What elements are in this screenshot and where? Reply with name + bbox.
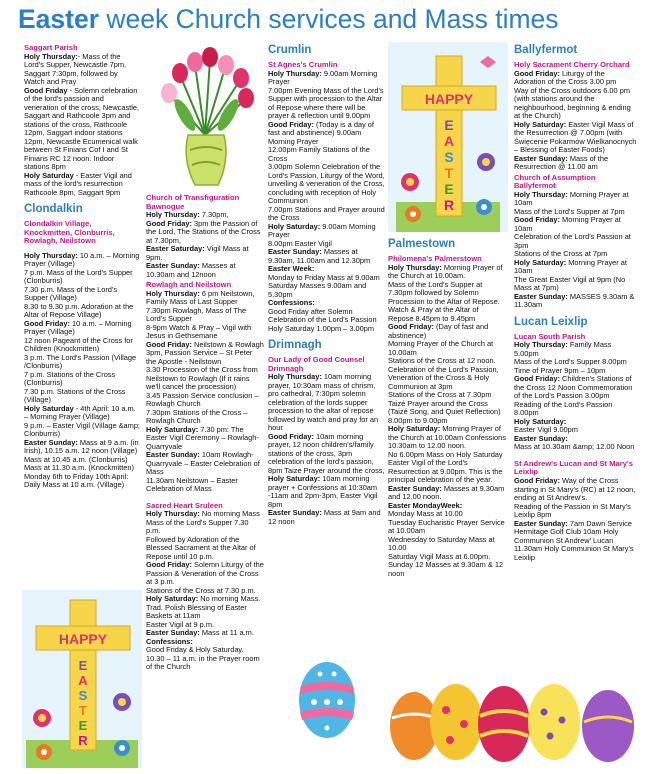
schedule-text: 7.30 p.m. Mass of the Lord's Supper (Village) <box>24 284 118 303</box>
schedule-line <box>388 485 506 502</box>
column-2 <box>146 192 264 672</box>
schedule-line <box>268 87 386 121</box>
schedule-text: Trad. Polish Blessing of Easter Baskets at 11am <box>146 602 247 621</box>
schedule-line <box>146 366 264 392</box>
day-label: Easter MondayWeek: <box>388 500 463 510</box>
schedule-text: Monday to Friday Mass at 9.00am <box>268 272 380 282</box>
day-label: Good Friday: <box>514 215 560 225</box>
day-label: Holy Thursday: <box>24 250 78 260</box>
schedule-line <box>514 70 638 87</box>
day-label: Holy Thursday: <box>388 262 442 272</box>
schedule-line <box>514 87 638 121</box>
day-label: Easter Sunday: <box>268 508 322 518</box>
day-label: Holy Saturday: <box>514 416 567 426</box>
schedule-text: No morning Mass <box>199 509 260 519</box>
schedule-line <box>514 259 638 276</box>
section-heading: Drimnagh <box>268 339 322 352</box>
schedule-line <box>268 308 386 325</box>
schedule-line <box>146 646 264 672</box>
svg-text:E: E <box>78 718 88 733</box>
parish-name: Church of Transfiguration Bawnogue <box>146 193 240 211</box>
schedule-text: 3.45 Passion Service conclusion – Rowlagh Church <box>146 390 259 409</box>
day-label: Easter Saturday: <box>146 244 205 254</box>
parish-name: Church of Assumption Ballyfermot <box>514 172 596 191</box>
schedule-text: Wednesday to Saturday Mass at 10.00 <box>388 534 495 553</box>
schedule-text: 10am morning prayer, 12 noon children's/family stations of the cross, 3pm celebration of the lord's passion, 8pm Taize Prayer around the cross, <box>268 431 385 475</box>
schedule-line <box>146 561 264 587</box>
schedule-text: Celebration of the Lord's Passion, Veneration of the Cross & Holy Communion at 3pm <box>388 364 499 391</box>
cross-happy-text-top: HAPPY <box>424 91 474 107</box>
svg-text:T: T <box>444 165 454 181</box>
schedule-line <box>146 536 264 562</box>
schedule-text: Morning Prayer at 10am <box>514 215 621 233</box>
schedule-text: Followed by Adoration of the Blessed Sacrament at the Altar of Repose until 10 p.m. <box>146 534 256 561</box>
day-label: Holy Thursday: <box>146 509 200 519</box>
schedule-line <box>24 320 140 337</box>
schedule-text: 3pm the Passion of the Lord, The Stations of the Cross at 7.30pm, <box>146 218 261 245</box>
svg-text:E: E <box>78 658 88 673</box>
day-label: Holy Thursday: <box>268 372 322 382</box>
schedule-line <box>268 325 386 334</box>
schedule-text: Monday 6th to Friday 10th April: Daily Mass at 10 a.m. (Village) <box>24 471 129 490</box>
schedule-line <box>514 375 638 401</box>
day-label: Good Friday: <box>24 318 70 328</box>
schedule-text: Morning Prayer of the Church at 10.00am Confessions 10.30am to 12.00 noon. <box>388 424 506 451</box>
parish-name: St Andrew's Lucan and St Mary's Leixlip <box>514 458 633 477</box>
schedule-text: 7.00pm Stations and Prayer around the Cross <box>268 204 385 223</box>
schedule-text: 8.00pm Easter Vigil <box>268 238 332 248</box>
schedule-text: Liturgy of the Adoration of the Cross 3.00 pm <box>514 68 617 87</box>
schedule-line <box>24 439 140 456</box>
schedule-text: Easter Vigil Mass of the Resurrection @ 7.00pm (with Święcenie Pokarmów Wielkanocnych – Blessing of Easter Foods) <box>514 119 637 155</box>
schedule-text: (Day of fast and abstinence) <box>388 322 489 340</box>
schedule-text: Solemn Liturgy of the Passion & Veneration of the Cross at 3 p.m. <box>146 560 264 587</box>
schedule-text: 7.30pm Rowlagh, Mass of The Lord's Supper <box>146 305 247 324</box>
schedule-line <box>388 366 506 392</box>
schedule-text: 3.00pm Solemn Celebration of the Lord's Passion, Liturgy of the Word, unveiling & veneration of the Cross, concluding with reception of Holy Communion <box>268 162 385 206</box>
schedule-line <box>514 520 638 546</box>
day-label: Holy Thursday: <box>514 189 568 199</box>
title-rest: week Church services and Mass times <box>99 4 559 34</box>
schedule-line <box>268 223 386 240</box>
schedule-line <box>146 477 264 494</box>
schedule-text: Saturday Vigil Mass at 6.00pm. <box>388 551 491 561</box>
column-3 <box>268 38 386 526</box>
day-label: Easter Sunday: <box>24 437 78 447</box>
schedule-text: Good Friday after Solemn Celebration of the Lord's Passion <box>268 306 377 325</box>
schedule-line <box>146 426 264 452</box>
schedule-text: No 6.00pm Mass on Holy Saturday Easter Vigil of the Lord's Resurrection at 9.00pm. This is the principal celebration of the year. <box>388 449 503 485</box>
schedule-line <box>24 87 140 172</box>
schedule-line <box>388 340 506 357</box>
day-label: Holy Saturday <box>24 170 74 180</box>
schedule-line <box>24 53 140 87</box>
schedule-text: 3 p.m. The Lord's Passion (Village /Clonburris) <box>24 352 137 371</box>
schedule-text: Mass at 9am and 12 noon <box>268 508 381 526</box>
schedule-text: Tuesday Eucharistic Prayer Service at 10.00am <box>388 517 505 536</box>
day-label: Holy Thursday: <box>24 51 78 61</box>
easter-eggs-row-illustration <box>386 660 644 768</box>
parish-name: Holy Sacrament Cherry Orchard <box>514 60 630 69</box>
day-label: Easter Sunday: <box>514 153 568 163</box>
day-label: Easter Sunday: <box>514 433 568 443</box>
schedule-line <box>146 307 264 324</box>
schedule-text: Time of Prayer 9pm – 10pm <box>514 365 606 375</box>
schedule-text: 7.30 p.m. Stations of the Cross (Village) <box>24 386 126 405</box>
schedule-text: MASSES 9.30am & 11.30am <box>514 291 635 310</box>
schedule-text: Family Mass 5.00pm <box>514 340 612 358</box>
column-1 <box>24 42 140 490</box>
schedule-text: Saturday Masses 9.00am and 5.30pm <box>268 281 367 299</box>
schedule-line <box>146 220 264 246</box>
schedule-text: 7 p.m. Stations of the Cross (Clonburris) <box>24 369 116 388</box>
section-heading: Palmestown <box>388 238 456 250</box>
day-label: Good Friday: <box>146 339 192 349</box>
schedule-line <box>514 477 638 503</box>
cross-happy-text-bottom: HAPPY <box>58 631 108 647</box>
schedule-text: (Today is a day of fast and abstinence) 9.00am Morning Prayer <box>268 119 374 146</box>
schedule-line <box>146 392 264 409</box>
schedule-text: Stations of the Cross at 7.30pm <box>388 390 492 400</box>
schedule-text: Celebration of the Lord's Passion at 3pm <box>514 232 631 250</box>
day-label: Holy Saturday: <box>146 424 199 434</box>
schedule-text: 8.30 to 9.30 p.m. Adoration at the Altar of Repose Village) <box>24 301 134 320</box>
day-label: Easter Sunday: <box>514 291 568 301</box>
schedule-text: Stations of the Cross at 12 noon. <box>388 356 496 366</box>
schedule-line <box>514 216 638 233</box>
schedule-text: Reading of the Lord's Passion 8.00pm <box>514 399 613 418</box>
schedule-text: Good Friday & Holy Saturday. 10.30 – 11 a.m. in the Prayer room of the Church <box>146 645 260 672</box>
schedule-text: 7.30 pm: The Easter Vigil Ceremony – Rowlagh-Quarryvale <box>146 424 259 451</box>
schedule-text: - 4th April: 10 a.m. – Morning Prayer (Village) <box>24 403 136 422</box>
schedule-line <box>24 252 140 269</box>
schedule-line <box>268 70 386 87</box>
schedule-text: 9.00am Morning Prayer <box>268 221 376 240</box>
schedule-text: 10 a.m. – Morning Prayer (Village) <box>24 250 140 269</box>
parish-name: Sacred Heart Sruleen <box>146 500 223 510</box>
schedule-text: No morning Mass. <box>198 594 261 604</box>
day-label: Confessions: <box>268 298 315 308</box>
schedule-text: Reading of the Passion in St Mary's Leixlip 8pm <box>514 501 631 520</box>
section-heading: Lucan Leixlip <box>514 315 588 328</box>
schedule-line <box>24 269 140 286</box>
schedule-line <box>24 371 140 388</box>
schedule-line <box>146 604 264 621</box>
schedule-line <box>268 475 386 509</box>
svg-text:S: S <box>78 688 88 703</box>
day-label: Holy Saturday: <box>146 594 199 604</box>
schedule-line <box>24 337 140 354</box>
schedule-text: 10 a.m. – Morning Prayer (Village) <box>24 318 132 337</box>
title-bold: Easter <box>18 4 100 34</box>
day-label: Easter Sunday: <box>514 518 568 528</box>
schedule-text: - Mass of the Lord's Supper, Newcastle 7pm, Saggart 7:30pm, followed by Watch and Pray <box>24 51 127 87</box>
schedule-text: Mass at 11.30 a.m. (Knockmitten) <box>24 463 134 473</box>
schedule-text: Taizé Prayer around the Cross (Taizé Song, and Quiet Reflection) 8.00pm to 9.00pm <box>388 398 501 425</box>
schedule-text: 7.30pm Stations of the Cross – Rowlagh Church <box>146 407 248 426</box>
schedule-text: Mass of the Lord's Supper at 7pm <box>514 206 625 216</box>
schedule-line <box>146 324 264 341</box>
schedule-text: Easter Vigil 9.00pm <box>514 425 578 435</box>
parish-name: Clondalkin Village, Knockmitten, Clonburris, Rowlagh, Neilstown <box>24 219 115 246</box>
schedule-text: Mass at 10.45 a.m. (Clonburris) <box>24 454 128 464</box>
day-label: Confessions: <box>146 636 193 646</box>
schedule-text: 11.30am Neilstown – Easter Celebration of Mass <box>146 475 238 494</box>
schedule-line <box>388 561 506 578</box>
day-label: Good Friday: <box>146 560 192 570</box>
schedule-text: 6 pm Neilstown, Family Mass of Last Supper <box>146 288 255 307</box>
schedule-line <box>24 286 140 303</box>
schedule-text: 12 noon Pageant of the Cross for Children (Knockmitten) <box>24 335 133 354</box>
schedule-text: Stations of the Cross at 7.30 p.m. <box>146 585 256 595</box>
schedule-text: Mass at 10.30am &amp; 12.00 Noon <box>514 442 635 452</box>
schedule-line <box>24 473 140 490</box>
schedule-line <box>388 400 506 426</box>
schedule-line <box>388 519 506 536</box>
schedule-line <box>388 264 506 281</box>
schedule-line <box>24 303 140 320</box>
schedule-line <box>24 422 140 439</box>
schedule-line <box>24 405 140 422</box>
day-label: Holy Saturday <box>24 403 74 413</box>
day-label: Holy Thursday: <box>146 210 200 220</box>
schedule-line <box>514 341 638 358</box>
day-label: Good Friday: <box>514 476 560 486</box>
section-heading: Clondalkin <box>24 203 83 216</box>
svg-text:R: R <box>443 197 455 213</box>
schedule-line <box>514 121 638 155</box>
schedule-text: - Easter Vigil and mass of the lord's resurrection Rathcoole 8pm, Saggart 9pm <box>24 170 132 197</box>
schedule-text: 7am Dawn Service Hermitage Golf Club 10am Holy Communion St Andrew' Lucan <box>514 518 632 545</box>
parish-name: Saggart Parish <box>24 43 78 52</box>
spacer <box>514 452 638 458</box>
parish-name: Philomena's Palmerstown <box>388 254 482 263</box>
day-label: Holy Saturday: <box>514 257 567 267</box>
section-heading: Ballyfermot <box>514 44 578 56</box>
day-label: Good Friday: <box>388 322 434 332</box>
schedule-text: Morning Prayer at 10am <box>514 189 629 208</box>
schedule-line <box>514 401 638 418</box>
tulip-vase-illustration <box>150 40 260 190</box>
day-label: Easter Sunday: <box>146 628 200 638</box>
schedule-text: Morning Prayer at 10am <box>514 257 627 276</box>
day-label: Good Friday: <box>146 218 192 228</box>
schedule-line <box>268 373 386 433</box>
schedule-text: Way of the Cross starting in St Mary's (RC) at 12 noon, ending at St Andrew's. <box>514 476 636 503</box>
schedule-line <box>268 282 386 299</box>
parish-name: Our Lady of Good Counsel Drimnagh <box>268 355 365 373</box>
schedule-line <box>268 121 386 147</box>
schedule-text: Mass of the Lord's Supper 7.30 p.m. <box>146 517 249 536</box>
schedule-line <box>146 290 264 307</box>
schedule-text: - Solemn celebration of the lord's passion and veneration of the cross, Newcastle, Saggart and Rathcoole 3pm and stations of the cross, Rathcoole 12pm, Saggart indoor stations 12pm, Newcastle Ecumenical walk between St Finians Cof I and St Finians RC 12 noon. Indoor stations 8pm <box>24 85 140 172</box>
schedule-text: 10am Rowlagh-Quarryvale – Easter Celebration of Mass <box>146 450 260 477</box>
schedule-text: 7.30pm, <box>199 210 229 220</box>
schedule-text: 7.00pm Evening Mass of the Lord's Supper with procession to the Altar of Repose where there will be prayer & reflection until 9.00pm <box>268 85 384 121</box>
day-label: Holy Saturday: <box>268 221 321 231</box>
schedule-text: 8-9pm Watch & Pray – Vigil with Jesus in Gethsemane <box>146 322 252 341</box>
schedule-line <box>24 172 140 198</box>
day-label: Easter Week: <box>268 264 315 274</box>
schedule-line <box>268 509 386 526</box>
schedule-text: Morning Prayer of the Church at 10.00am. <box>388 262 503 281</box>
svg-text:E: E <box>444 117 454 133</box>
schedule-line <box>24 354 140 371</box>
day-label: Good Friday: <box>268 431 314 441</box>
day-label: Holy Thursday: <box>146 288 200 298</box>
day-label: Easter Sunday: <box>146 450 200 460</box>
schedule-line <box>268 163 386 206</box>
schedule-line <box>514 276 638 293</box>
schedule-line <box>146 245 264 262</box>
schedule-text: Mass at 11 a.m. <box>199 628 254 638</box>
schedule-line <box>268 433 386 476</box>
page-title <box>18 4 648 34</box>
section-heading: Crumlin <box>268 44 312 56</box>
schedule-line <box>268 248 386 265</box>
svg-text:R: R <box>78 733 88 748</box>
schedule-line <box>514 191 638 208</box>
schedule-text: Stations of the Cross at 7pm <box>514 249 608 259</box>
schedule-line <box>268 206 386 223</box>
column-4 <box>388 232 506 578</box>
schedule-line <box>146 262 264 279</box>
svg-text:T: T <box>79 703 87 718</box>
schedule-text: 7 p.m. Mass of the Lord's Supper (Clonburris) <box>24 267 133 286</box>
schedule-text: Masses at 9.30am, 11.00am and 12.30pm <box>268 247 371 265</box>
schedule-text: Holy Saturday 1.00pm – 3.00pm <box>268 323 374 333</box>
schedule-line <box>514 443 638 452</box>
schedule-text: Sunday 12 Masses at 9.30am & 12 noon <box>388 560 504 578</box>
schedule-line <box>146 519 264 536</box>
day-label: Good Friday: <box>514 374 560 384</box>
schedule-text: Children's Stations of the Cross 12 Noon Commemoration of the Lord's Passion 3.00pm <box>514 374 633 401</box>
schedule-text: Vigil Mass at 9pm. <box>146 244 249 262</box>
schedule-text: Masses at 10.30am and 12noon <box>146 261 236 279</box>
schedule-line <box>388 281 506 324</box>
schedule-line <box>514 545 638 562</box>
schedule-text: 10am morning prayer, 10:30am mass of chrism, pro cathedral, 7:30pm solemn celebration of the lords supper procession to the altar of repose followed by watch and pray for an hour <box>268 372 379 433</box>
day-label: Holy Saturday: <box>514 119 567 129</box>
svg-text:A: A <box>78 673 88 688</box>
parish-name: Rowlagh and Neilstown <box>146 280 232 290</box>
schedule-text: 9 p.m. – Easter Vigil (Village &amp; Clonburris) <box>24 420 140 439</box>
easter-cross-card-bottom <box>22 590 142 768</box>
schedule-text: Morning Prayer of the Church at 10.00am <box>388 339 494 357</box>
day-label: Good Friday: <box>514 68 560 78</box>
schedule-text: 11.30am Holy Communion St Mary's Leixlip <box>514 544 634 562</box>
schedule-text: Monday Mass at 10.00 <box>388 509 463 519</box>
schedule-text: 9.00am Morning Prayer <box>268 68 378 87</box>
svg-text:E: E <box>444 181 454 197</box>
schedule-line <box>146 409 264 426</box>
day-label: Easter Sunday: <box>388 483 442 493</box>
schedule-text: Mass at 9 a.m. (in Irish), 10.15 a.m. 12 noon (Village) <box>24 437 139 456</box>
schedule-line <box>514 233 638 250</box>
schedule-line <box>146 451 264 477</box>
schedule-text: Neilstown & Rowlagh 3pm, Passion Service – St Peter the Apostle - Neilstown <box>146 339 264 366</box>
schedule-line <box>388 323 506 340</box>
schedule-line <box>514 155 638 172</box>
schedule-text: Mass of the Resurrection @ 11.00 am <box>514 153 609 172</box>
schedule-text: Mass of the Lord's Supper at 7.30pm followed by Solemn Procession to the Altar of Repose. Watch & Pray at the Altar of Repose 8.45pm to 9.45pm <box>388 279 500 323</box>
spacer <box>146 494 264 500</box>
schedule-line <box>388 425 506 451</box>
svg-text:S: S <box>444 149 454 165</box>
schedule-text: Easter Vigil at 9 p.m. <box>146 619 215 629</box>
schedule-text: Way of the Cross outdoors 6.00 pm (with stations around the neighbourhood, beginning & ending at the Church) <box>514 85 631 121</box>
easter-cross-card-top <box>388 42 508 232</box>
schedule-text: Masses at 9.30am and 12.00 noon. <box>388 483 505 502</box>
parish-name: St Agnes's Crumlin <box>268 60 338 69</box>
schedule-text: 3.30 Procession of the Cross from Neilstown to Rowlagh (If it rains we'll cancel the procession) <box>146 365 258 392</box>
schedule-line <box>146 341 264 367</box>
schedule-line <box>268 146 386 163</box>
day-label: Holy Thursday: <box>268 68 322 78</box>
schedule-line <box>24 388 140 405</box>
schedule-text: 12.00pm Family Stations of the Cross <box>268 145 370 163</box>
schedule-line <box>514 503 638 520</box>
easter-egg-illustration <box>296 658 358 740</box>
day-label: Holy Thursday: <box>514 340 568 350</box>
day-label: Holy Saturday: <box>268 474 321 484</box>
day-label: Easter Sunday: <box>146 261 200 271</box>
schedule-line <box>388 536 506 553</box>
day-label: Holy Saturday: <box>388 424 441 434</box>
day-label: Good Friday: <box>268 119 314 129</box>
day-label: Easter Sunday: <box>268 247 322 257</box>
schedule-text: The Great Easter Vigil at 9pm (No Mass at 7pm) <box>514 274 626 293</box>
parish-name: Lucan South Parish <box>514 331 586 341</box>
schedule-text: 10am morning prayer + Confessions at 10:30am -11am and 2pm-3pm, Easter Vigil 8pm <box>268 474 378 509</box>
schedule-line <box>514 293 638 310</box>
schedule-line <box>388 451 506 485</box>
column-5 <box>514 38 638 562</box>
svg-text:A: A <box>443 133 455 149</box>
schedule-text: Mass of the Lord's Supper 8.00pm <box>514 357 627 367</box>
day-label: Good Friday <box>24 85 68 95</box>
